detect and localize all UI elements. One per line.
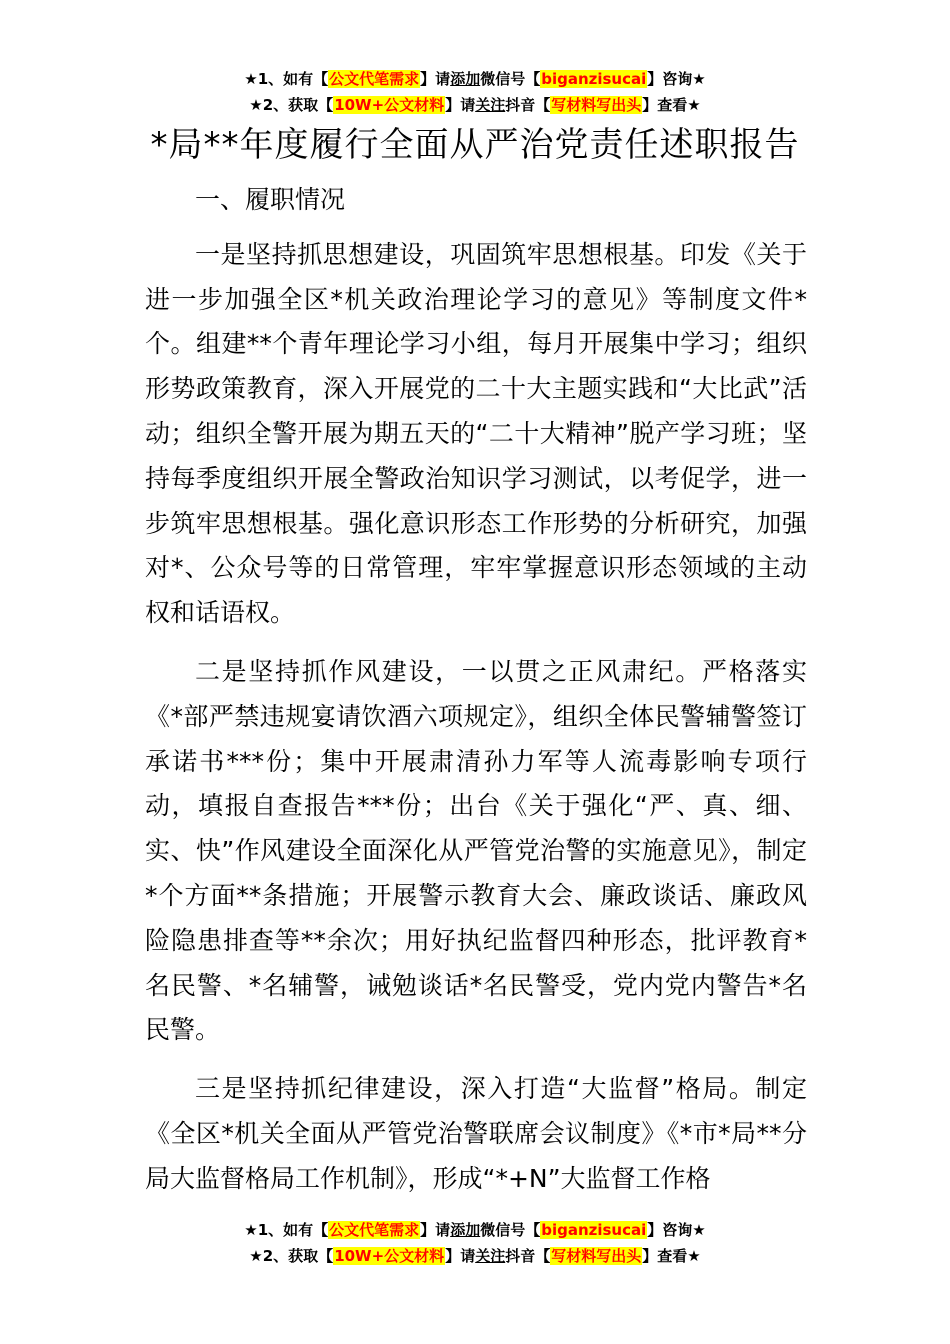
section-heading: 一、履职情况 xyxy=(195,185,346,214)
banner-highlight: 公文代笔需求 xyxy=(329,70,420,88)
bottom-banner xyxy=(0,1217,950,1269)
banner-highlight: 10W+公文材料 xyxy=(334,1247,445,1265)
paragraph-1: 一是坚持抓思想建设，巩固筑牢思想根基。印发《关于进一步加强全区*机关政治理论学习的意见》等制度文件*个。组建**个青年理论学习小组，每月开展集中学习；组织形势政策教育，深入开展党的二十大主题实践和“大比武”活动；组织全警开展为期五天的“二十大精神”脱产学习班；坚持每季度组织开展全警政治知识学习测试，以考促学，进一步筑牢思想根基。强化意识形态工作形势的分析研究，加强对*、公众号等的日常管理，牢牢掌握意识形态领域的主动权和话语权。 xyxy=(145,239,807,628)
paragraph-2: 二是坚持抓作风建设，一以贯之正风肃纪。严格落实《*部严禁违规宴请饮酒六项规定》，组织全体民警辅警签订承诺书***份；集中开展肃清孙力军等人流毒影响专项行动，填报自查报告***份；出台《关于强化“严、真、细、实、快”作风建设全面深化从严管党治警的实施意见》，制定*个方面**条措施；开展警示教育大会、廉政谈话、廉政风险隐患排查等**余次；用好执纪监督四种形态，批评教育*名民警、*名辅警，诫勉谈话*名民警受，党内党内警告*名民警。 xyxy=(145,656,807,1045)
banner-text: 】请 xyxy=(420,70,451,88)
banner-text: 】查看★ xyxy=(642,1247,701,1265)
banner-text: 微信号【 xyxy=(480,1221,541,1239)
banner-highlight: 写材料写出头 xyxy=(551,1247,642,1265)
banner-underline: 添加 xyxy=(450,1221,481,1239)
banner-text: 微信号【 xyxy=(480,70,541,88)
banner-text: 】查看★ xyxy=(642,96,701,114)
banner-underline: 添加 xyxy=(450,70,481,88)
banner-text: ★2、获取【 xyxy=(249,1247,334,1265)
paragraph-3: 三是坚持抓纪律建设，深入打造“大监督”格局。制定《全区*机关全面从严管党治警联席会议制度》《*市*局**分局大监督格局工作机制》，形成“*+N”大监督工作格 xyxy=(145,1074,807,1193)
banner-line-1 xyxy=(0,66,950,92)
banner-underline: 关注 xyxy=(475,96,506,114)
document-title: *局**年度履行全面从严治党责任述职报告 xyxy=(150,125,800,165)
banner-text: 】咨询★ xyxy=(647,1221,706,1239)
banner-text: ★1、如有【 xyxy=(244,1221,329,1239)
banner-highlight: 10W+公文材料 xyxy=(334,96,445,114)
banner-text: 】请 xyxy=(445,96,476,114)
banner-line-2 xyxy=(0,92,950,118)
banner-text: ★1、如有【 xyxy=(244,70,329,88)
document-body xyxy=(145,178,807,1216)
banner-line-1 xyxy=(0,1217,950,1243)
banner-line-2 xyxy=(0,1243,950,1269)
banner-text: 】请 xyxy=(420,1221,451,1239)
banner-highlight: biganzisucai xyxy=(541,70,647,88)
banner-text: ★2、获取【 xyxy=(249,96,334,114)
top-banner xyxy=(0,66,950,118)
banner-highlight: biganzisucai xyxy=(541,1221,647,1239)
banner-underline: 关注 xyxy=(475,1247,506,1265)
banner-highlight: 公文代笔需求 xyxy=(329,1221,420,1239)
banner-text: 】咨询★ xyxy=(647,70,706,88)
banner-highlight: 写材料写出头 xyxy=(551,96,642,114)
banner-text: 抖音【 xyxy=(505,96,551,114)
banner-text: 抖音【 xyxy=(505,1247,551,1265)
banner-text: 】请 xyxy=(445,1247,476,1265)
